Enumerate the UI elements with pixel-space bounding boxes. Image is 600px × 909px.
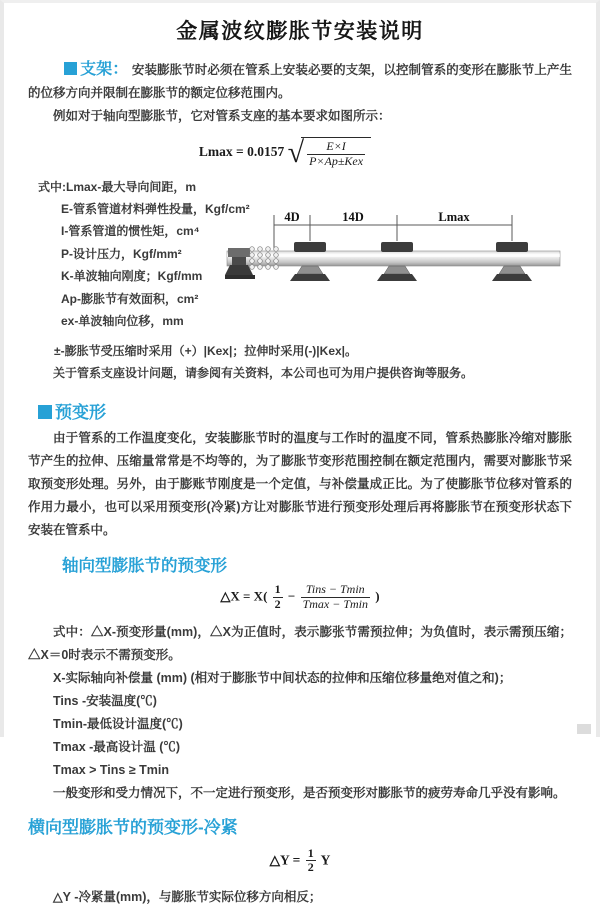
lmax-fraction (305, 140, 367, 169)
lmax-formula (28, 137, 542, 169)
sqrt-sign: √ (287, 135, 305, 169)
lateral-formula-pre: △Y = (269, 851, 301, 867)
blue-square-bullet-icon (38, 405, 52, 419)
axial-definition-line: Tmax -最高设计温 (℃) (53, 739, 181, 754)
axial-definition-line: Tmax > Tins ≥ Tmin (53, 762, 170, 777)
definition-line: ±-膨胀节受压缩时采用（+）|Kex|；拉伸时采用(-)|Kex|。 (54, 343, 358, 358)
pipe-support-diagram (225, 207, 570, 307)
axial-definition-line: X-实际轴向补偿量 (mm) (相对于膨胀节中间状态的拉伸和压缩位移量绝对值之和)； (53, 670, 512, 685)
definition-line: Ap-膨胀节有效面积，cm² (61, 291, 199, 306)
page-content (4, 3, 596, 909)
support-paragraph (28, 58, 572, 105)
definition-line: I-管系管道的惯性矩，cm⁴ (61, 224, 200, 239)
minus-sign: − (287, 588, 296, 604)
axial-definition-line: Tmin-最低设计温度(℃) (53, 716, 183, 731)
support-heading-label: 支架： (80, 61, 129, 78)
page-corner-mark (577, 724, 591, 734)
definition-line: ex-单波轴向位移，mm (61, 314, 184, 329)
predeform-heading-label: 预变形 (55, 403, 106, 422)
dimension-label-lmax: Lmax (438, 209, 470, 224)
definition-line: P-设计压力，Kgf/mm² (61, 246, 182, 261)
axial-formula (28, 583, 572, 612)
one-half-fraction: $\frac{1}{2}$ (274, 582, 281, 611)
definition-line: 式中:Lmax-最大导向间距，m (38, 179, 197, 194)
definition-line: E-管系管道材料弹性投量，Kgf/cm² (61, 202, 250, 216)
lateral-definition-line: △Y -冷紧量(mm)，与膨胀节实际位移方向相反； (53, 890, 322, 905)
one-half-fraction: $\frac{1}{2}$ (307, 845, 314, 875)
dimension-label-14d: 14D (342, 209, 364, 224)
predeform-section-heading (38, 398, 572, 423)
sqrt-radicand (301, 137, 371, 169)
axial-sub-heading: 轴向型膨胀节的预变形 (62, 557, 227, 575)
definitions-and-diagram (28, 176, 572, 340)
temperature-numerator: Tins − Tmin (305, 582, 365, 596)
temperature-fraction (299, 583, 372, 612)
support-intro-text: 安装膨胀节时必须在管系上安装必要的支架，以控制管系的变形在膨胀节上产生的位移方向并限制在膨胀节的额定位移范围内。 (28, 63, 572, 100)
page-title: 金属波纹膨胀节安装说明 (176, 20, 424, 43)
predeform-paragraph: 由于管系的工作温度变化，安装膨胀节时的温度与工作时的温度不同，管系热膨胀冷缩对膨胀节产生的拉伸、压缩量常常是不均等的，为了膨胀节变形范围控制在额定范围内，需要对膨胀节采取预变形处理。另外，由于膨账节刚度是一个定值，与补偿量成正比。为了使膨胀节位移对管系的作用力最小，也可以采用预变形(冷紧)方让对膨胀节进行预变形处理后再将膨胀节在预变形状态下安装在管系中。 (28, 431, 572, 537)
lmax-formula-lhs: Lmax = 0.0157 (198, 143, 285, 159)
support-example-line: 例如对于轴向型膨胀节，它对管系支座的基本要求如图所示： (53, 109, 391, 123)
lateral-sub-heading: 横向型膨胀节的预变形-冷紧 (28, 817, 238, 837)
axial-definition-line: Tins -安装温度(℃) (53, 693, 157, 708)
lateral-formula (28, 847, 572, 876)
support-note: 关于管系支座设计问题，请参阅有关资料，本公司也可为用户提供咨询等服务。 (53, 366, 474, 380)
axial-note: 一般变形和受力情况下，不一定进行预变形，是否预变形对膨胀节的疲劳寿命几乎没有影响。 (53, 785, 566, 800)
lateral-formula-post: Y (320, 851, 331, 867)
temperature-denominator: Tmax − Tmin (302, 596, 369, 611)
dimension-label-4d: 4D (284, 209, 300, 224)
lmax-numerator: E×I (326, 139, 346, 153)
support-section-heading (64, 61, 128, 78)
blue-square-bullet-icon (64, 62, 77, 75)
axial-formula-post: ) (375, 588, 380, 604)
definition-line: K-单波轴向刚度；Kgf/mm (61, 269, 203, 284)
axial-explanation: 式中：△X-预变形量(mm)，△X为正值时，表示膨张节需预拉伸；为负值时，表示需预压缩；△X＝0时表示不需预变形。 (28, 624, 572, 662)
lmax-denominator: P×Ap±Kex (309, 153, 364, 168)
axial-formula-pre: △X = X( (220, 588, 268, 604)
